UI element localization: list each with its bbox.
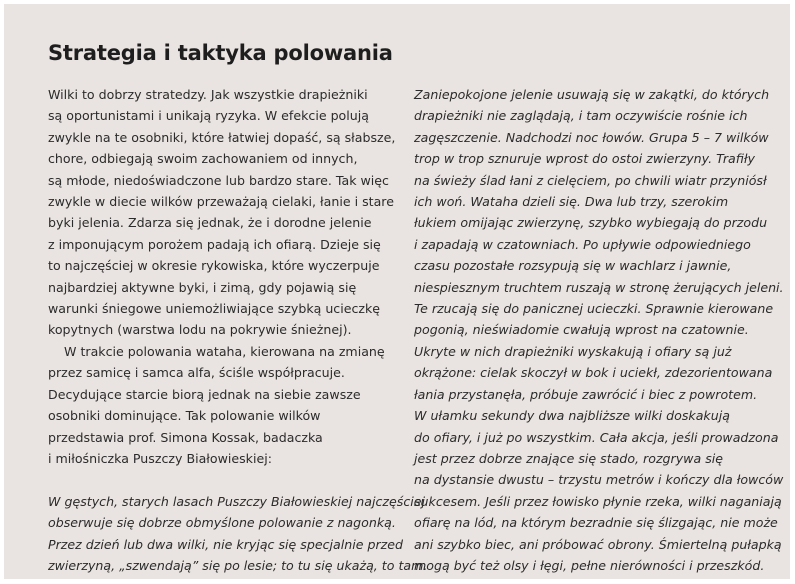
quote-line: ich woń. Wataha dzieli się. Dwa lub trzy, szerokim [414,194,729,210]
text-line: Wilki to dobrzy stratedzy. Jak wszystkie drapieżniki [48,87,368,102]
quote-line: i zapadają w czatowniach. Po upływie odpowiedniego [414,236,751,252]
quote-line: łania przystanęła, próbuje zawrócić i biec z powrotem. [414,386,758,402]
text-line: to najczęściej w okresie rykowiska, które wyczerpuje [48,258,380,274]
left-column [48,84,428,576]
text-line: byki jelenia. Zdarza się jednak, że i dorodne jelenie [48,215,372,231]
quote-line: trop w trop sznuruje wprost do ostoi zwierzyny. Trafiły [414,151,755,167]
quote-line: Zaniepokojone jelenie usuwają się w zakątki, do których [414,87,770,102]
quote-line: na dystansie dwustu – trzystu metrów i kończy dla łowców [414,472,784,488]
article-panel [4,4,790,579]
quote-line: W gęstych, starych lasach Puszczy Białowieskiej najczęściej [48,493,426,509]
quote-line: ani szybko biec, ani próbować obrony. Śmiertelną pułapką [414,536,782,552]
text-line: osobniki dominujące. Tak polowanie wilków [48,408,321,424]
quote-line: pogonią, nieświadomie cwałują wprost na czatownie. [414,322,749,338]
text-line: zwykle w diecie wilków przeważają cielaki, łanie i stare [48,194,394,210]
text-line: kopytnych (warstwa lodu na pokrywie śnieżnej). [48,322,352,338]
text-line: są oportunistami i unikają ryzyka. W efekcie polują [48,108,369,124]
text-line: Decydujące starcie biorą jednak na siebie zawsze [48,386,361,402]
quote-line: ofiarę na lód, na którym bezradnie się ślizgając, nie może [414,515,778,531]
text-line: i miłośniczka Puszczy Białowieskiej: [48,450,272,466]
quote-line: niespiesznym truchtem ruszają w stronę żerujących jeleni. [414,279,784,295]
quote-line: Ukryte w nich drapieżniki wyskakują i ofiary są już [414,343,732,359]
quote-line: do ofiary, i już po wszystkim. Cała akcja, jeśli prowadzona [414,429,779,445]
quote-line: Te rzucają się do panicznej ucieczki. Sprawnie kierowane [414,301,774,317]
text-line: przedstawia prof. Simona Kossak, badaczka [48,429,323,445]
text-line: chore, odbiegają swoim zachowaniem od innych, [48,151,358,167]
text-line: z imponującym porożem padają ich ofiarą. Dzieje się [48,236,381,252]
paragraph-gap [48,469,398,490]
quote-line: jest przez dobrze znające się stado, rozgrywa się [414,450,724,466]
quote-line: czasu pozostałe rozsypują się w wachlarz i jawnie, [414,258,732,274]
text-line: warunki śniegowe uniemożliwiające szybką ucieczkę [48,301,381,317]
text-line: są młode, niedoświadczone lub bardzo stare. Tak więc [48,172,389,188]
quote-line: okrążone: cielak skoczył w bok i uciekł, zdezorientowana [414,365,773,381]
quote-line: zwierzyną, „szwendają” się po lesie; to tu się ukażą, to tam. [48,557,428,573]
article-title: Strategia i taktyka polowania [48,41,393,65]
quote-line: drapieżniki nie zaglądają, i tam oczywiście rośnie ich [414,108,748,124]
quote-line: W ułamku sekundy dwa najbliższe wilki doskakują [414,408,730,424]
quote-line: sukcesem. Jeśli przez łowisko płynie rzeka, wilki naganiają [414,493,782,509]
quote-line: łukiem omijając zwierzynę, szybko wybiegają do przodu [414,215,768,231]
text-line: zwykle na te osobniki, które łatwiej dopaść, są słabsze, [48,129,396,145]
quote-line: Przez dzień lub dwa wilki, nie kryjąc się specjalnie przed [48,536,403,552]
text-line: W trakcie polowania wataha, kierowana na zmianę [64,343,385,359]
right-column [414,84,784,576]
quote-line: na świeży ślad łani z cielęciem, po chwili wiatr przyniósł [414,172,767,188]
text-line: najbardziej aktywne byki, i zimą, gdy pojawią się [48,279,357,295]
quote-line: obserwuje się dobrze obmyślone polowanie z nagonką. [48,515,396,531]
quote-line: mogą być też olsy i łęgi, pełne nierówności i przeszkód. [414,557,765,573]
quote-line: zagęszczenie. Nadchodzi noc łowów. Grupa 5 – 7 wilków [414,129,769,145]
text-line: przez samicę i samca alfa, ściśle współpracuje. [48,365,345,381]
